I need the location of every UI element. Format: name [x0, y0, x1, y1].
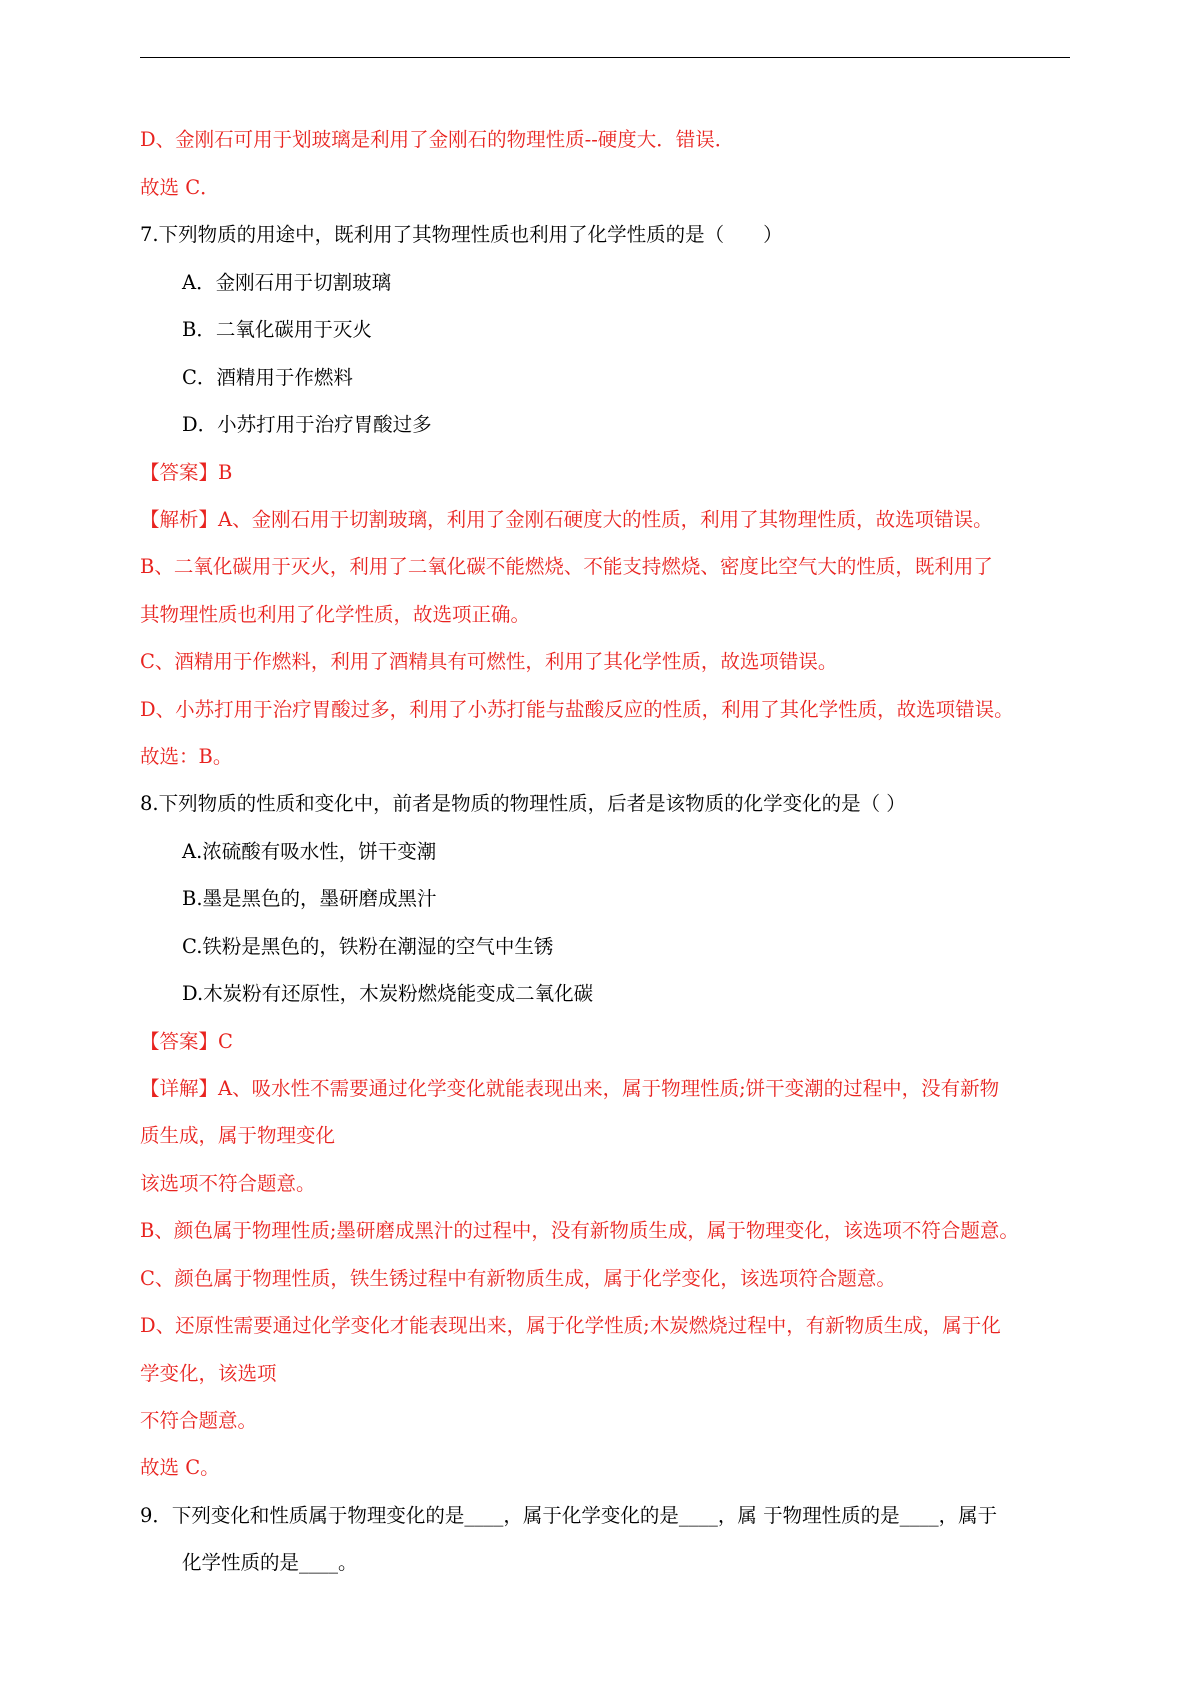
q9-stem: 9．下列变化和性质属于物理变化的是____，属于化学变化的是____，属 于物理性质的是____，属于 — [140, 1504, 998, 1527]
q7-analysis-b-cont: 其物理性质也利用了化学性质，故选项正确。 — [140, 603, 531, 626]
q7-analysis-c: C、酒精用于作燃料，利用了酒精具有可燃性，利用了其化学性质，故选项错误。 — [140, 650, 838, 673]
q8-detail-a: 【详解】A、吸水性不需要通过化学变化就能表现出来，属于物理性质;饼干变潮的过程中，没有新物 — [140, 1077, 1000, 1100]
q7-analysis-a: 【解析】A、金刚石用于切割玻璃，利用了金刚石硬度大的性质，利用了其物理性质，故选项错误。 — [140, 508, 993, 531]
q9-stem-cont: 化学性质的是____。 — [182, 1551, 358, 1574]
q7-option-c: C．酒精用于作燃料 — [182, 366, 353, 389]
q8-detail-a-cont: 质生成，属于物理变化 — [140, 1124, 336, 1147]
q8-detail-a-end: 该选项不符合题意。 — [140, 1172, 316, 1195]
q8-detail-d-end: 不符合题意。 — [140, 1409, 258, 1432]
q7-analysis-d: D、小苏打用于治疗胃酸过多，利用了小苏打能与盐酸反应的性质，利用了其化学性质，故选项错误。 — [140, 698, 1014, 721]
q8-detail-d-cont: 学变化，该选项 — [140, 1362, 277, 1385]
q7-final-choice: 故选：B。 — [140, 745, 233, 768]
q8-option-b: B.墨是黑色的，墨研磨成黑汁 — [182, 887, 437, 910]
q8-stem: 8.下列物质的性质和变化中，前者是物质的物理性质，后者是该物质的化学变化的是（ ） — [140, 792, 906, 815]
q6-analysis-d: D、金刚石可用于划玻璃是利用了金刚石的物理性质--硬度大．错误． — [140, 128, 735, 151]
q8-option-a: A.浓硫酸有吸水性，饼干变潮 — [182, 840, 437, 863]
q7-option-b: B．二氧化碳用于灭火 — [182, 318, 372, 341]
q8-option-d: D.木炭粉有还原性，木炭粉燃烧能变成二氧化碳 — [182, 982, 594, 1005]
header-rule — [140, 57, 1070, 58]
q8-option-c: C.铁粉是黑色的，铁粉在潮湿的空气中生锈 — [182, 935, 554, 958]
q7-option-d: D．小苏打用于治疗胃酸过多 — [182, 413, 432, 436]
q7-option-a: A．金刚石用于切割玻璃 — [182, 271, 392, 294]
q6-final-choice: 故选 C． — [140, 176, 220, 199]
q8-answer: 【答案】C — [140, 1030, 233, 1053]
q8-detail-c: C、颜色属于物理性质，铁生锈过程中有新物质生成，属于化学变化，该选项符合题意。 — [140, 1267, 896, 1290]
q7-stem: 7.下列物质的用途中，既利用了其物理性质也利用了化学性质的是（ ） — [140, 223, 783, 246]
q8-final-choice: 故选 C。 — [140, 1456, 220, 1479]
q7-analysis-b: B、二氧化碳用于灭火，利用了二氧化碳不能燃烧、不能支持燃烧、密度比空气大的性质，既利用了 — [140, 555, 993, 578]
q8-detail-d: D、还原性需要通过化学变化才能表现出来，属于化学性质;木炭燃烧过程中，有新物质生成，属于化 — [140, 1314, 1001, 1337]
q7-answer: 【答案】B — [140, 461, 233, 484]
q8-detail-b: B、颜色属于物理性质;墨研磨成黑汁的过程中，没有新物质生成，属于物理变化，该选项不符合题意。 — [140, 1219, 1019, 1242]
